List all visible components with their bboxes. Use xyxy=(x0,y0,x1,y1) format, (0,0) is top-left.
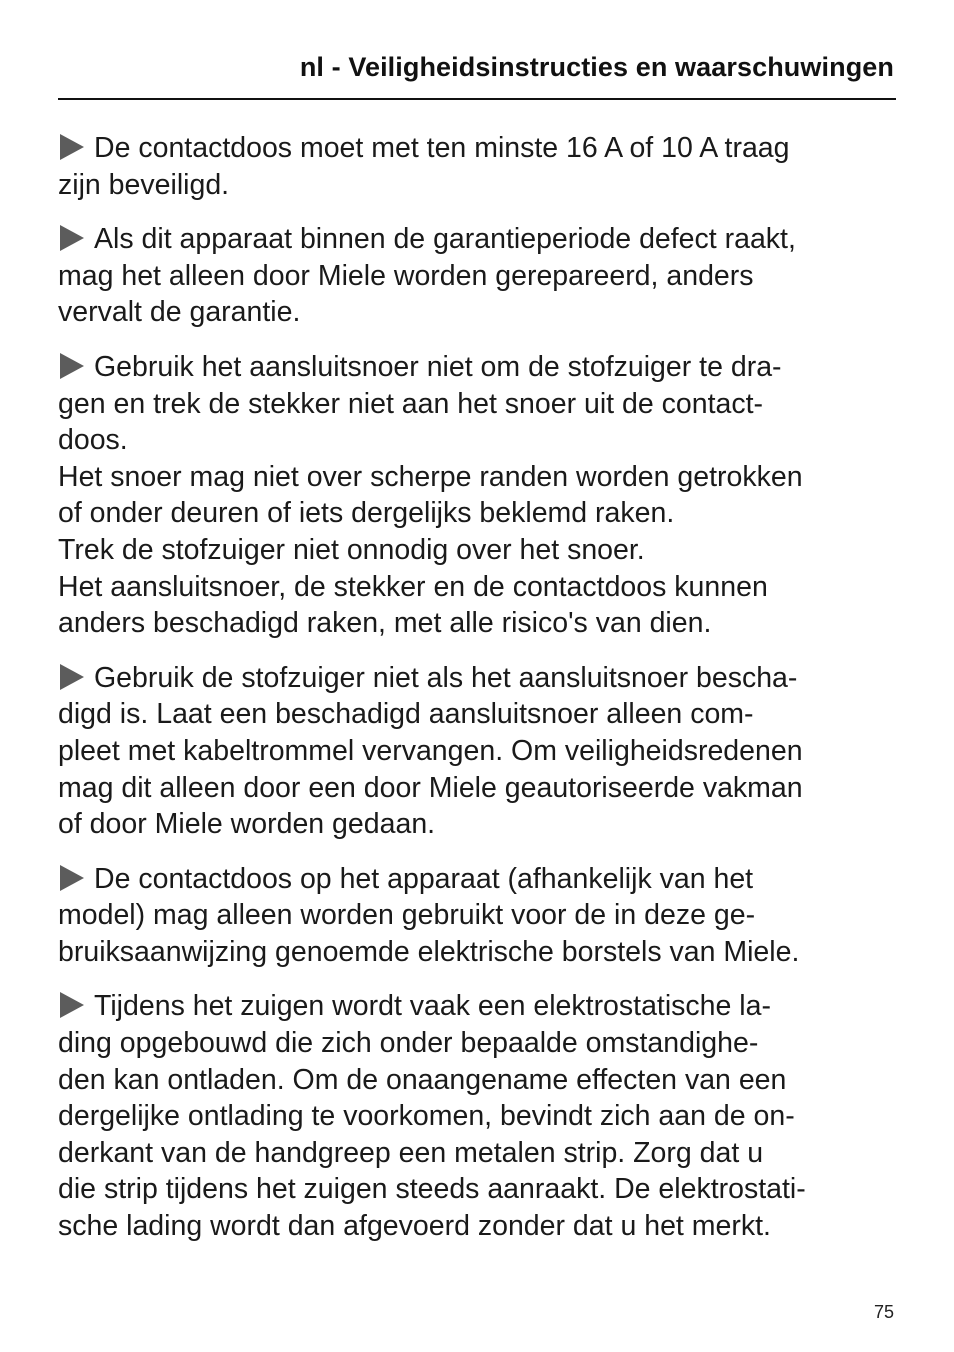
page-number: 75 xyxy=(873,1302,894,1322)
paragraph-line: anders beschadigd raken, met alle risico's van dien. xyxy=(58,607,712,640)
page-title: nl - Veiligheidsinstructies en waarschuwingen xyxy=(299,52,894,82)
paragraph-line: Als dit apparaat binnen de garantieperiode defect raakt, xyxy=(58,221,896,258)
paragraph-line: derkant van de handgreep een metalen strip. Zorg dat u xyxy=(58,1136,764,1169)
paragraph-line: model) mag alleen worden gebruikt voor de in deze ge- xyxy=(58,899,756,932)
triangle-right-icon xyxy=(60,134,84,160)
paragraph-line: dergelijke ontlading te voorkomen, bevindt zich aan de on- xyxy=(58,1100,795,1133)
instruction-paragraph xyxy=(58,861,896,971)
triangle-right-icon xyxy=(60,225,84,251)
paragraph-line: digd is. Laat een beschadigd aansluitsnoer alleen com- xyxy=(58,698,754,731)
paragraph-line: Het snoer mag niet over scherpe randen worden getrokken xyxy=(58,460,803,493)
paragraph-line: mag dit alleen door een door Miele geautoriseerde vakman xyxy=(58,771,803,804)
paragraph-line: Tijdens het zuigen wordt vaak een elektrostatische la- xyxy=(58,988,896,1025)
paragraph-line: De contactdoos moet met ten minste 16 A of 10 A traag xyxy=(58,130,896,167)
instruction-paragraph xyxy=(58,349,896,642)
paragraph-line: doos. xyxy=(58,424,128,457)
instruction-paragraph xyxy=(58,660,896,843)
paragraph-line: den kan ontladen. Om de onaangename effecten van een xyxy=(58,1063,787,1096)
paragraph-line: of onder deuren of iets dergelijks beklemd raken. xyxy=(58,497,675,530)
paragraph-line: Gebruik de stofzuiger niet als het aansluitsnoer bescha- xyxy=(58,660,896,697)
paragraph-line: zijn beveiligd. xyxy=(58,168,230,201)
paragraph-line: pleet met kabeltrommel vervangen. Om veiligheidsredenen xyxy=(58,734,803,767)
paragraph-line: ding opgebouwd die zich onder bepaalde omstandighe- xyxy=(58,1027,759,1060)
safety-instructions xyxy=(58,130,896,1263)
paragraph-line: of door Miele worden gedaan. xyxy=(58,808,436,841)
header-divider xyxy=(58,98,896,100)
triangle-right-icon xyxy=(60,353,84,379)
paragraph-line: Trek de stofzuiger niet onnodig over het snoer. xyxy=(58,533,645,566)
paragraph-line: bruiksaanwijzing genoemde elektrische borstels van Miele. xyxy=(58,935,800,968)
paragraph-line: sche lading wordt dan afgevoerd zonder dat u het merkt. xyxy=(58,1210,771,1243)
paragraph-line: gen en trek de stekker niet aan het snoer uit de contact- xyxy=(58,387,764,420)
paragraph-line: vervalt de garantie. xyxy=(58,296,301,329)
paragraph-line: Het aansluitsnoer, de stekker en de contactdoos kunnen xyxy=(58,570,768,603)
triangle-right-icon xyxy=(60,664,84,690)
instruction-paragraph xyxy=(58,221,896,331)
paragraph-line: mag het alleen door Miele worden gerepareerd, anders xyxy=(58,259,754,292)
instruction-paragraph xyxy=(58,988,896,1244)
instruction-paragraph xyxy=(58,130,896,203)
triangle-right-icon xyxy=(60,865,84,891)
paragraph-line: De contactdoos op het apparaat (afhankelijk van het xyxy=(58,861,896,898)
paragraph-line: die strip tijdens het zuigen steeds aanraakt. De elektrostati- xyxy=(58,1173,806,1206)
triangle-right-icon xyxy=(60,992,84,1018)
paragraph-line: Gebruik het aansluitsnoer niet om de stofzuiger te dra- xyxy=(58,349,896,386)
